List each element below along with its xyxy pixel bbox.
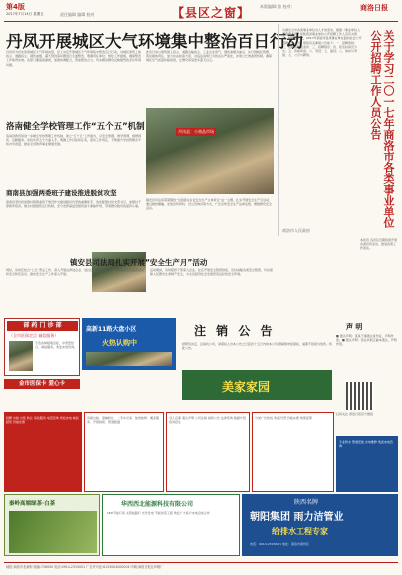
story2-headline: 洛南健全学校管理工作“五个五”机制: [6, 122, 145, 132]
ad-energy: [102, 494, 240, 556]
paper-logo: 商洛日报: [360, 4, 388, 12]
classified-3-text: 寻人启事 遗失声明 公司注销 减资公告 法律咨询 婚姻介绍 培训招生: [169, 416, 246, 425]
ad-energy-body: LED节能灯具 太阳能路灯 光伏发电 节能改造工程 欢迎广大客户来电洽谈合作: [107, 511, 210, 515]
classified-grid: [4, 412, 334, 492]
ad-tea-photo: [9, 511, 97, 553]
story2-body: 洛南县教育局进一步健全学校管理工作机制，建立“五个五”工作模式，从安全管理、教学管理、师德师风、后勤服务、家校共育五个方面入手，明确工作目标和任务，落实工作责任，不断提升学校管理水平和办学质量，推动全县教育事业健康发展。: [6, 134, 142, 147]
top-left-small: 责任编辑 编辑 校对: [60, 12, 95, 17]
statement-body: ■ 遗失声明：某某不慎遗失身份证，声明作废。■ 遗失声明：营业执照正副本遗失，声明作废。: [336, 334, 397, 347]
ad-meijia-title: 美家家园: [222, 380, 271, 394]
ad-meijia: [182, 370, 332, 400]
ad-chaoyang-badge: 陕西名牌: [294, 499, 319, 506]
sidebar-sub: 商洛市人民政府: [282, 228, 310, 233]
masthead: [0, 0, 402, 24]
page-number: 第4版: [6, 3, 25, 11]
ad-right-blue: [336, 436, 398, 492]
story3-body: 商南县坚持把加强村级两委班子建设作为推进脱贫攻坚的重要抓手，选优配强村党支部书记，加强村干部教育培训，健全村级组织运行机制，充分发挥基层党组织战斗堡垒作用，带领群众脱贫致富奔小康。: [6, 200, 142, 209]
story4-headline: 镇安县司法局扎实开展“安全生产月”活动: [70, 258, 208, 267]
ad-chaoyang: [242, 494, 398, 556]
news-photo: [146, 108, 274, 194]
story4-body-2: 同时，该局还结合“七五”普法工作，深入开展法律进企业、进社区、进学校活动，不断提高全民法治意识和安全防范意识，推动安全生产工作深入开展。: [6, 268, 145, 277]
classified-1-text: 招聘 出租 出售 转让 家政服务 电话咨询 欢迎来电 诚信经营 价格优惠: [6, 416, 79, 425]
ad-clinic-banner: 金市医保卡 爱心卡: [4, 379, 80, 389]
sidebar: [278, 24, 398, 236]
statement-title: 声 明: [346, 323, 363, 331]
ad-chaoyang-contact: 电话：0914-2315001 地址：商洛市商州区: [250, 542, 310, 546]
sidebar-headline-text: 关于学习二〇一七年商洛市各类事业单位公开招聘工作人员公告: [369, 30, 395, 228]
photo-caption: 丹凤县：小商品市场: [178, 129, 214, 134]
ad-clinic-sub: （全市医保定点 诚信服务）: [9, 333, 59, 338]
lead-body-2: 此次行动以建筑施工扬尘、道路运输扬尘、工业企业废气、餐饮油烟为重点，实行网格化管理，落实属地责任，加大执法检查力度，对违法违规行为依法从严查处，并建立长效监管机制，确保城区空气质量持续改善，让群众享受更多蓝天白云。: [146, 50, 273, 63]
ad-tea: [4, 494, 100, 556]
notice-body: 经研究决定，注销该公司，请债权人自本公告之日起四十五日内向本公司清算组申报债权，逾期不报视为放弃。特此公告。: [182, 342, 332, 351]
ad-housing-photo: [86, 352, 172, 366]
ad-tea-title: 秦岭高端绿茶·白茶: [9, 501, 56, 507]
ad-housing: [82, 318, 176, 370]
section-title: 【县区之窗】: [172, 6, 251, 20]
notice-title: 注 销 公 告: [194, 324, 276, 338]
classified-4-text: 分类广告热线 欢迎刊登 价格实惠 效果显著: [255, 416, 312, 420]
qr-text: 扫码关注 商洛日报官方微信: [336, 412, 373, 416]
story4-body: 活动期间，该局组织干部深入企业、社区开展安全隐患排查，及时消除各类安全隐患，切实保障人民群众生命财产安全，为全县经济社会发展营造良好的安全环境。: [150, 268, 274, 277]
lead-body: 丹凤县为切实改善城区大气环境质量，县上决定开展城区大气环境集中整治百日行动，对城区建筑工地扬尘、道路扬尘、餐饮油烟、露天焚烧等问题进行全面整治，明确责任单位，细化工作措施，确保整治工作取得实效。各部门要高度重视，加强协调配合，形成整治合力，切实解决群众反映强烈的突出环境问题。: [6, 50, 142, 67]
ad-clinic-photo: [9, 341, 33, 371]
header-rule: [4, 21, 398, 22]
ad-clinic: [4, 318, 80, 376]
classified-2-text: 房屋出租、商铺转让、二手车交易、装饰装修、搬家服务、开锁换锁、管道疏通: [87, 416, 160, 425]
ad-chaoyang-main: 朝阳集团 雨力洁管业: [250, 512, 344, 523]
footer-rule: [4, 562, 398, 563]
sidebar-headline: [365, 30, 395, 230]
ad-energy-title: 华西西北能源科技有限公司: [121, 501, 194, 508]
right-strip-text: 本报讯 各县区近期积极开展各类宣传活动，推进各项工作落实。: [360, 238, 397, 251]
qr-code: [346, 382, 374, 410]
story3-headline: 商南县加强两委班子建设推进脱贫攻坚: [6, 189, 117, 197]
ad-housing-title: 高新11路大盘小区: [86, 326, 137, 333]
ad-chaoyang-sub: 给排水工程专家: [272, 527, 328, 536]
top-right-small: 本版编辑:张 校对:: [260, 4, 292, 9]
lead-headline: 丹凤开展城区大气环境集中整治百日行动: [6, 32, 303, 51]
ad-right-blue-text: 专业防水 管道安装 水电维修 欢迎来电咨询: [339, 440, 393, 449]
date-line: 2017年7月14日 星期五: [6, 12, 44, 16]
story4-body-top: 镇安县司法局紧紧围绕“全面落实企业安全生产主体责任”这一主题，扎实开展安全生产月活动，通过悬挂横幅、发放宣传资料、设立咨询台等方式，广泛宣传安全生产法律法规，增强群众安全意识。: [146, 198, 273, 211]
ad-clinic-title: 部 药 门 诊 部: [7, 321, 78, 331]
footer-text: 地址:商洛市北新街 邮编:726000 电话:0914-2315001 广告许可证:6125004000004 印刷:商洛日报社印刷厂: [6, 565, 164, 569]
sidebar-body: 为满足全市各类事业单位对人才的需求，根据《事业单位人事管理条例》和陕西省事业单位公开招聘工作人员有关规定，经研究决定，2017年商洛市各类事业单位面向社会公开招聘工作人员，现将有关事项公告如下：一、招聘原则；二、招聘范围及条件；三、招聘程序；四、报名时间及方式；五、资格审查；六、笔试；七、面试；八、体检与考察；九、公示与聘用。: [282, 28, 362, 58]
ad-clinic-body: 专治各种疑难杂症，中西医结合，诚信服务，欢迎来电咨询。: [35, 341, 78, 350]
ad-housing-sub: 火热认购中: [102, 339, 137, 347]
